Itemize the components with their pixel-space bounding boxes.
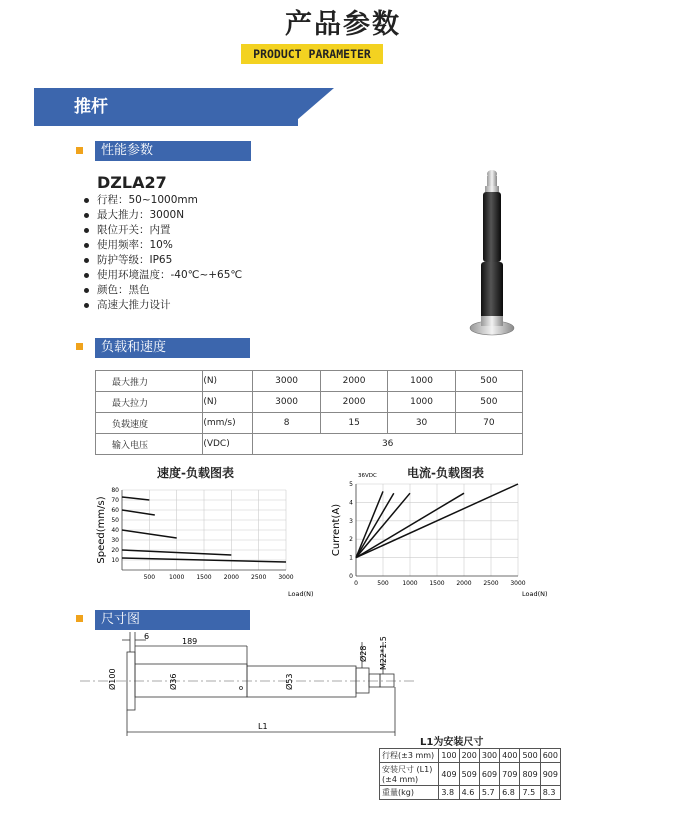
table-cell: 509 bbox=[459, 763, 479, 786]
table-cell: 909 bbox=[540, 763, 560, 786]
table-cell: 7.5 bbox=[520, 786, 540, 800]
load-speed-heading: 负载和速度 bbox=[101, 340, 167, 355]
dim-label: Ø100 bbox=[108, 668, 117, 690]
table-cell: 重量(kg) bbox=[380, 786, 439, 800]
current-chart-title: 电流-负载图表 bbox=[407, 466, 484, 480]
model-name: DZLA27 bbox=[97, 173, 167, 192]
load-speed-heading-bar bbox=[95, 338, 250, 358]
x-axis-label: Load(N) bbox=[522, 590, 548, 598]
performance-heading: 性能参数 bbox=[101, 143, 154, 158]
dim-label: M22*1.5 bbox=[379, 636, 388, 670]
series-line bbox=[356, 493, 394, 557]
spec-item: 高速大推力设计 bbox=[84, 298, 242, 313]
spec-item: 防护等级：IP65 bbox=[84, 253, 242, 268]
spec-item: 颜色：黑色 bbox=[84, 283, 242, 298]
table-cell: 709 bbox=[500, 763, 520, 786]
table-cell: (N) bbox=[203, 371, 253, 392]
table-cell: 安装尺寸 (L1)(±4 mm) bbox=[380, 763, 439, 786]
y-tick-label: 2 bbox=[349, 536, 353, 544]
table-cell: 6.8 bbox=[500, 786, 520, 800]
y-tick-label: 1 bbox=[349, 554, 353, 562]
dimensions-heading: 尺寸图 bbox=[101, 612, 141, 627]
y-tick-label: 10 bbox=[111, 557, 119, 564]
x-tick-label: 0 bbox=[354, 580, 358, 587]
table-cell: 1000 bbox=[388, 392, 455, 413]
x-tick-label: 2500 bbox=[483, 580, 499, 587]
spec-item: 最大推力：3000N bbox=[84, 208, 242, 223]
current-load-chart bbox=[328, 466, 550, 602]
spec-item: 行程：50~1000mm bbox=[84, 193, 242, 208]
table-cell: (N) bbox=[203, 392, 253, 413]
x-tick-label: 1500 bbox=[196, 574, 212, 581]
section-banner-corner bbox=[290, 88, 334, 126]
table-cell: 5.7 bbox=[479, 786, 499, 800]
x-tick-label: 2500 bbox=[251, 574, 267, 581]
load-speed-table bbox=[95, 370, 523, 455]
table-row bbox=[380, 763, 561, 786]
table-cell: (VDC) bbox=[203, 434, 253, 455]
dimensions-heading-bar bbox=[95, 610, 250, 630]
page-subtitle: PRODUCT PARAMETER bbox=[241, 44, 383, 64]
spec-item: 使用频率：10% bbox=[84, 238, 242, 253]
dim-label: 6 bbox=[144, 632, 150, 641]
table-cell: 负载速度 bbox=[96, 413, 203, 434]
x-tick-label: 3000 bbox=[510, 580, 526, 587]
table-cell: 600 bbox=[540, 749, 560, 763]
page-title: 产品参数 bbox=[285, 9, 401, 40]
table-row bbox=[96, 434, 523, 455]
table-cell: 最大拉力 bbox=[96, 392, 203, 413]
y-tick-label: 5 bbox=[349, 481, 353, 488]
x-axis-label: Load(N) bbox=[288, 590, 314, 598]
y-tick-label: 50 bbox=[111, 517, 119, 524]
spec-item: 限位开关：内置 bbox=[84, 223, 242, 238]
table-cell: 输入电压 bbox=[96, 434, 203, 455]
install-title: L1为安装尺寸 bbox=[420, 737, 484, 748]
speed-load-chart bbox=[92, 478, 324, 600]
actuator-product-image bbox=[462, 166, 522, 342]
table-cell: 8 bbox=[253, 413, 320, 434]
dim-label: Ø28 bbox=[359, 645, 368, 662]
x-tick-label: 1500 bbox=[429, 580, 445, 587]
x-tick-label: 3000 bbox=[278, 574, 294, 581]
table-cell: 最大推力 bbox=[96, 371, 203, 392]
y-tick-label: 30 bbox=[111, 537, 119, 544]
chart-note: 36VDC bbox=[358, 473, 377, 479]
dim-label: L1 bbox=[258, 722, 268, 731]
table-cell: 8.3 bbox=[540, 786, 560, 800]
table-cell: 409 bbox=[439, 763, 459, 786]
spec-list bbox=[84, 193, 242, 313]
y-tick-label: 0 bbox=[349, 573, 353, 580]
table-row bbox=[380, 786, 561, 800]
table-cell: 3000 bbox=[253, 392, 320, 413]
spec-item: 使用环境温度：-40℃~+65℃ bbox=[84, 268, 242, 283]
table-cell: 4.6 bbox=[459, 786, 479, 800]
y-tick-label: 40 bbox=[111, 527, 119, 534]
table-cell: 2000 bbox=[320, 392, 387, 413]
table-cell: 500 bbox=[455, 371, 522, 392]
dim-label: Ø36 bbox=[169, 673, 178, 690]
dimension-drawing bbox=[70, 628, 420, 738]
y-axis-label: Current(A) bbox=[331, 503, 342, 557]
table-cell: 3000 bbox=[253, 371, 320, 392]
table-cell: 500 bbox=[455, 392, 522, 413]
y-tick-label: 3 bbox=[349, 517, 353, 525]
table-cell: 500 bbox=[520, 749, 540, 763]
series-line bbox=[122, 497, 149, 500]
section-title: 推杆 bbox=[74, 97, 108, 117]
y-tick-label: 20 bbox=[111, 547, 119, 554]
x-tick-label: 1000 bbox=[402, 580, 418, 587]
x-tick-label: 2000 bbox=[223, 574, 239, 581]
y-tick-label: 70 bbox=[111, 497, 119, 504]
bullet-square-icon bbox=[76, 147, 83, 154]
table-cell: (mm/s) bbox=[203, 413, 253, 434]
dim-label: 189 bbox=[182, 637, 198, 646]
x-tick-label: 1000 bbox=[169, 574, 185, 581]
table-cell: 200 bbox=[459, 749, 479, 763]
table-cell: 行程(±3 mm) bbox=[380, 749, 439, 763]
table-row bbox=[96, 413, 523, 434]
table-cell: 609 bbox=[479, 763, 499, 786]
y-tick-label: 60 bbox=[111, 507, 119, 514]
y-axis-label: Speed(mm/s) bbox=[96, 496, 107, 564]
table-cell: 36 bbox=[253, 434, 523, 455]
x-tick-label: 2000 bbox=[456, 580, 472, 587]
table-cell: 30 bbox=[388, 413, 455, 434]
table-cell: 1000 bbox=[388, 371, 455, 392]
bullet-square-icon bbox=[76, 343, 83, 350]
table-row bbox=[96, 392, 523, 413]
y-tick-label: 80 bbox=[111, 487, 119, 494]
table-cell: 15 bbox=[320, 413, 387, 434]
x-tick-label: 500 bbox=[143, 574, 156, 581]
dim-label: Ø53 bbox=[285, 673, 294, 690]
install-table bbox=[379, 748, 561, 800]
table-row bbox=[380, 749, 561, 763]
table-cell: 400 bbox=[500, 749, 520, 763]
x-tick-label: 500 bbox=[377, 580, 389, 587]
performance-heading-bar bbox=[95, 141, 251, 161]
table-cell: 2000 bbox=[320, 371, 387, 392]
y-tick-label: 4 bbox=[349, 499, 353, 507]
series-line bbox=[122, 510, 155, 515]
section-banner bbox=[34, 88, 298, 126]
table-cell: 70 bbox=[455, 413, 522, 434]
bullet-square-icon bbox=[76, 615, 83, 622]
table-cell: 809 bbox=[520, 763, 540, 786]
table-row bbox=[96, 371, 523, 392]
table-cell: 100 bbox=[439, 749, 459, 763]
speed-chart-title: 速度-负载图表 bbox=[157, 466, 234, 480]
table-cell: 300 bbox=[479, 749, 499, 763]
table-cell: 3.8 bbox=[439, 786, 459, 800]
